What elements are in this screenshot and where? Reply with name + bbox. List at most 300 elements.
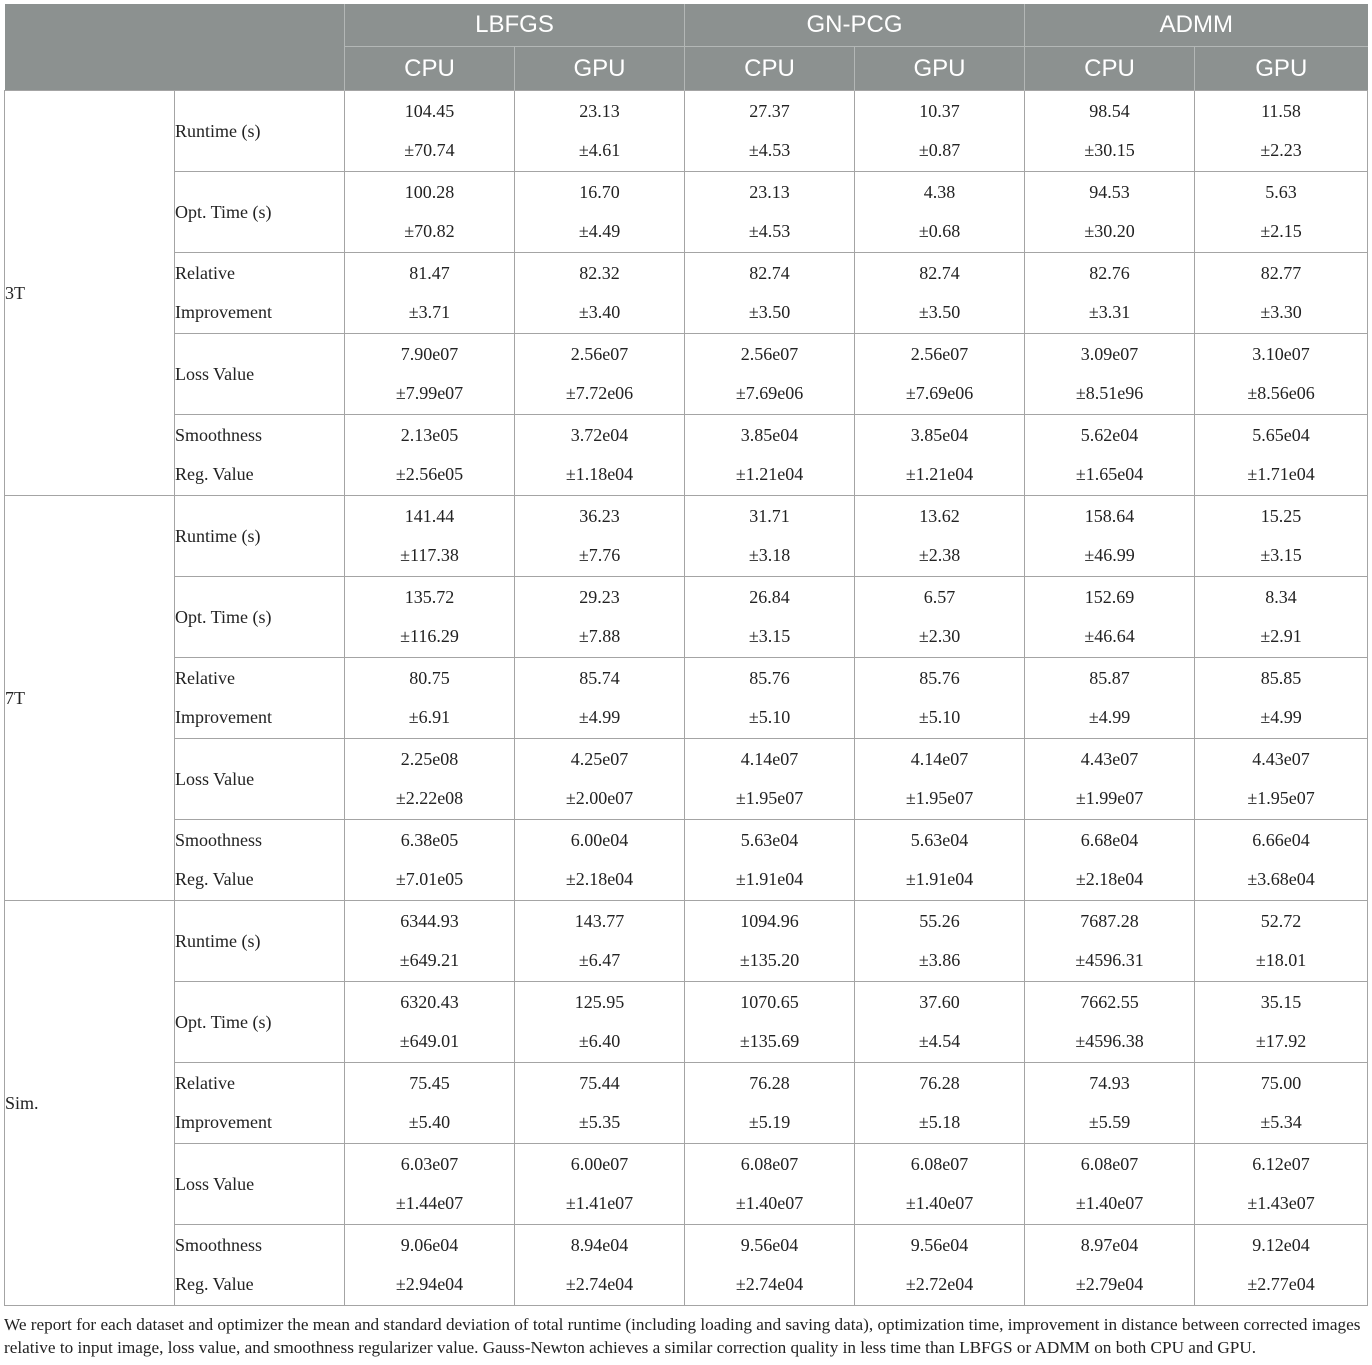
value-cell — [685, 1225, 855, 1306]
mean-value: 6.08e07 — [1080, 1154, 1139, 1174]
value-cell — [515, 415, 685, 496]
std-value: ±2.79e04 — [1075, 1274, 1144, 1294]
value-cell — [1025, 1063, 1195, 1144]
value-cell — [345, 1063, 515, 1144]
metric-label — [175, 739, 345, 820]
value-cell — [1025, 415, 1195, 496]
metric-label — [175, 982, 345, 1063]
mean-value: 6.08e07 — [740, 1154, 799, 1174]
std-value: ±3.40 — [578, 302, 621, 322]
value-cell — [345, 739, 515, 820]
header-corner — [5, 4, 345, 47]
std-value: ±8.56e06 — [1247, 383, 1315, 403]
mean-value: 100.28 — [404, 182, 455, 202]
mean-value: 10.37 — [919, 101, 960, 121]
std-value: ±2.94e04 — [395, 1274, 464, 1294]
std-value: ±5.35 — [578, 1112, 621, 1132]
std-value: ±1.40e07 — [1075, 1193, 1144, 1213]
value-cell — [1025, 253, 1195, 334]
std-value: ±2.22e08 — [395, 788, 464, 808]
metric-label — [175, 577, 345, 658]
value-cell — [345, 91, 515, 172]
mean-value: 4.43e07 — [1080, 749, 1139, 769]
mean-value: 6.00e07 — [570, 1154, 629, 1174]
metric-label — [175, 1063, 345, 1144]
std-value: ±6.47 — [578, 950, 621, 970]
table-row — [5, 1063, 1368, 1144]
mean-value: 85.74 — [579, 668, 620, 688]
value-cell — [515, 1063, 685, 1144]
metric-label — [175, 253, 345, 334]
std-value: ±5.40 — [408, 1112, 451, 1132]
mean-value: 35.15 — [1260, 992, 1302, 1012]
mean-value: 80.75 — [409, 668, 450, 688]
std-value: ±1.95e07 — [905, 788, 974, 808]
std-value: ±1.91e04 — [735, 869, 804, 889]
header-lbfgs: LBFGS — [345, 4, 685, 47]
mean-value: 3.09e07 — [1080, 344, 1139, 364]
value-cell — [515, 1225, 685, 1306]
mean-value: 4.38 — [923, 182, 956, 202]
mean-value: 5.63e04 — [910, 830, 969, 850]
std-value: ±5.10 — [918, 707, 961, 727]
table-row — [5, 739, 1368, 820]
std-value: ±3.30 — [1260, 302, 1302, 322]
table-row — [5, 901, 1368, 982]
value-cell — [855, 172, 1025, 253]
value-cell — [1025, 172, 1195, 253]
metric-label-line1: Relative — [175, 263, 235, 283]
mean-value: 9.06e04 — [400, 1235, 459, 1255]
mean-value: 8.94e04 — [570, 1235, 629, 1255]
value-cell — [855, 496, 1025, 577]
value-cell — [855, 91, 1025, 172]
mean-value: 9.12e04 — [1252, 1235, 1310, 1255]
value-cell — [855, 1144, 1025, 1225]
value-cell — [685, 577, 855, 658]
mean-value: 1070.65 — [740, 992, 799, 1012]
mean-value: 23.13 — [749, 182, 790, 202]
std-value: ±135.20 — [739, 950, 800, 970]
value-cell — [1025, 739, 1195, 820]
value-cell — [855, 334, 1025, 415]
header-device: GPU — [1195, 47, 1368, 91]
value-cell — [855, 1225, 1025, 1306]
std-value: ±6.91 — [408, 707, 451, 727]
value-cell — [685, 901, 855, 982]
value-cell — [685, 415, 855, 496]
value-cell — [1195, 820, 1368, 901]
mean-value: 6.03e07 — [400, 1154, 459, 1174]
mean-value: 3.85e04 — [740, 425, 799, 445]
std-value: ±3.68e04 — [1247, 869, 1315, 889]
mean-value: 6.38e05 — [400, 830, 459, 850]
std-value: ±5.18 — [918, 1112, 961, 1132]
table-row — [5, 334, 1368, 415]
mean-value: 75.00 — [1260, 1073, 1302, 1093]
value-cell — [1195, 253, 1368, 334]
value-cell — [1195, 415, 1368, 496]
value-cell — [515, 91, 685, 172]
value-cell — [345, 496, 515, 577]
metric-label-line1: Relative — [175, 1073, 235, 1093]
value-cell — [855, 820, 1025, 901]
value-cell — [515, 1144, 685, 1225]
value-cell — [515, 982, 685, 1063]
std-value: ±4.99 — [1260, 707, 1302, 727]
metric-label — [175, 415, 345, 496]
std-value: ±3.50 — [748, 302, 791, 322]
mean-value: 135.72 — [404, 587, 455, 607]
header-device: CPU — [1025, 47, 1195, 91]
dataset-label: Sim. — [5, 901, 175, 1306]
value-cell — [685, 172, 855, 253]
metric-label-line1: Relative — [175, 668, 235, 688]
std-value: ±1.91e04 — [905, 869, 974, 889]
std-value: ±4.54 — [918, 1031, 961, 1051]
value-cell — [855, 739, 1025, 820]
mean-value: 8.97e04 — [1080, 1235, 1139, 1255]
mean-value: 141.44 — [404, 506, 455, 526]
std-value: ±1.71e04 — [1247, 464, 1315, 484]
value-cell — [855, 901, 1025, 982]
mean-value: 4.43e07 — [1252, 749, 1310, 769]
mean-value: 15.25 — [1260, 506, 1302, 526]
table-row — [5, 1225, 1368, 1306]
metric-label-line1: Loss Value — [175, 1173, 255, 1194]
value-cell — [515, 739, 685, 820]
mean-value: 9.56e04 — [910, 1235, 969, 1255]
std-value: ±2.15 — [1260, 221, 1302, 241]
metric-label-line2: Improvement — [175, 302, 272, 322]
std-value: ±3.31 — [1088, 302, 1131, 322]
value-cell — [345, 982, 515, 1063]
std-value: ±1.41e07 — [565, 1193, 634, 1213]
value-cell — [685, 1144, 855, 1225]
value-cell — [1195, 1225, 1368, 1306]
value-cell — [515, 253, 685, 334]
std-value: ±30.20 — [1084, 221, 1135, 241]
mean-value: 85.87 — [1089, 668, 1130, 688]
value-cell — [515, 658, 685, 739]
table-row — [5, 496, 1368, 577]
header-device: CPU — [685, 47, 855, 91]
std-value: ±4.53 — [748, 221, 791, 241]
value-cell — [685, 820, 855, 901]
table-caption: We report for each dataset and optimizer the mean and standard deviation of total runtime (including loading and saving data), optimization time, improvement in distance between corrected images relative to input image, loss value, and smoothness regularizer value. Gauss-Newton achieves a similar correction quality in less time than LBFGS or ADMM on both CPU and GPU. — [4, 1315, 1361, 1357]
metric-label — [175, 172, 345, 253]
value-cell — [345, 172, 515, 253]
mean-value: 23.13 — [579, 101, 620, 121]
value-cell — [855, 982, 1025, 1063]
std-value: ±2.38 — [918, 545, 961, 565]
mean-value: 3.85e04 — [910, 425, 969, 445]
std-value: ±1.21e04 — [905, 464, 974, 484]
metric-label-line1: Loss Value — [175, 363, 255, 384]
value-cell — [685, 91, 855, 172]
metric-label-line1: Runtime (s) — [175, 525, 261, 546]
std-value: ±0.68 — [918, 221, 961, 241]
std-value: ±2.91 — [1260, 626, 1302, 646]
std-value: ±7.69e06 — [905, 383, 974, 403]
std-value: ±3.50 — [918, 302, 961, 322]
mean-value: 94.53 — [1089, 182, 1130, 202]
std-value: ±2.74e04 — [565, 1274, 634, 1294]
std-value: ±3.18 — [748, 545, 791, 565]
value-cell — [1025, 658, 1195, 739]
metric-label-line1: Opt. Time (s) — [175, 201, 272, 222]
metric-label-line2: Improvement — [175, 1112, 272, 1132]
value-cell — [685, 982, 855, 1063]
value-cell — [855, 658, 1025, 739]
mean-value: 74.93 — [1089, 1073, 1130, 1093]
mean-value: 7687.28 — [1080, 911, 1139, 931]
mean-value: 6.00e04 — [570, 830, 629, 850]
table-row — [5, 820, 1368, 901]
metric-label-line1: Opt. Time (s) — [175, 1011, 272, 1032]
metric-label — [175, 334, 345, 415]
value-cell — [1025, 982, 1195, 1063]
value-cell — [515, 901, 685, 982]
mean-value: 75.44 — [579, 1073, 620, 1093]
std-value: ±4.53 — [748, 140, 791, 160]
mean-value: 5.65e04 — [1252, 425, 1310, 445]
std-value: ±3.86 — [918, 950, 961, 970]
mean-value: 6320.43 — [400, 992, 459, 1012]
std-value: ±4.49 — [578, 221, 621, 241]
mean-value: 82.77 — [1260, 263, 1302, 283]
mean-value: 5.63 — [1265, 182, 1297, 202]
value-cell — [685, 658, 855, 739]
table-row — [5, 415, 1368, 496]
std-value: ±1.43e07 — [1247, 1193, 1315, 1213]
value-cell — [1195, 172, 1368, 253]
dataset-label: 3T — [5, 91, 175, 496]
value-cell — [1195, 496, 1368, 577]
value-cell — [855, 253, 1025, 334]
mean-value: 52.72 — [1260, 911, 1302, 931]
mean-value: 76.28 — [749, 1073, 790, 1093]
mean-value: 6.57 — [923, 587, 956, 607]
value-cell — [1025, 496, 1195, 577]
std-value: ±7.76 — [578, 545, 621, 565]
value-cell — [515, 577, 685, 658]
mean-value: 85.76 — [749, 668, 790, 688]
mean-value: 152.69 — [1084, 587, 1135, 607]
std-value: ±1.40e07 — [735, 1193, 804, 1213]
mean-value: 2.25e08 — [400, 749, 459, 769]
std-value: ±3.15 — [1260, 545, 1302, 565]
std-value: ±4.99 — [578, 707, 621, 727]
value-cell — [685, 496, 855, 577]
mean-value: 16.70 — [579, 182, 620, 202]
metric-label — [175, 658, 345, 739]
std-value: ±4.61 — [578, 140, 621, 160]
metric-label-line1: Runtime (s) — [175, 120, 261, 141]
metric-label-line2: Improvement — [175, 707, 272, 727]
mean-value: 37.60 — [919, 992, 960, 1012]
value-cell — [1195, 91, 1368, 172]
metric-label — [175, 91, 345, 172]
std-value: ±70.74 — [404, 140, 455, 160]
mean-value: 27.37 — [749, 101, 790, 121]
value-cell — [1195, 577, 1368, 658]
std-value: ±18.01 — [1255, 950, 1307, 970]
table-row — [5, 91, 1368, 172]
std-value: ±46.99 — [1084, 545, 1135, 565]
mean-value: 13.62 — [919, 506, 960, 526]
metric-label — [175, 901, 345, 982]
value-cell — [1195, 334, 1368, 415]
std-value: ±1.99e07 — [1075, 788, 1144, 808]
value-cell — [345, 577, 515, 658]
value-cell — [345, 658, 515, 739]
value-cell — [345, 1225, 515, 1306]
std-value: ±1.18e04 — [565, 464, 634, 484]
metric-label-line1: Smoothness — [175, 1235, 263, 1255]
value-cell — [685, 739, 855, 820]
metric-label-line2: Reg. Value — [175, 869, 254, 889]
metric-label-line1: Loss Value — [175, 768, 255, 789]
mean-value: 85.85 — [1260, 668, 1302, 688]
value-cell — [685, 334, 855, 415]
mean-value: 7662.55 — [1080, 992, 1139, 1012]
std-value: ±1.44e07 — [395, 1193, 464, 1213]
mean-value: 98.54 — [1089, 101, 1130, 121]
std-value: ±8.51e96 — [1075, 383, 1144, 403]
mean-value: 2.13e05 — [400, 425, 459, 445]
mean-value: 6.12e07 — [1252, 1154, 1310, 1174]
std-value: ±1.95e07 — [735, 788, 804, 808]
mean-value: 82.74 — [749, 263, 790, 283]
value-cell — [515, 820, 685, 901]
value-cell — [1025, 820, 1195, 901]
value-cell — [685, 1063, 855, 1144]
mean-value: 6.66e04 — [1252, 830, 1310, 850]
value-cell — [685, 253, 855, 334]
std-value: ±6.40 — [578, 1031, 621, 1051]
value-cell — [345, 253, 515, 334]
mean-value: 104.45 — [404, 101, 455, 121]
mean-value: 158.64 — [1084, 506, 1135, 526]
std-value: ±7.01e05 — [395, 869, 464, 889]
table-row — [5, 577, 1368, 658]
header-admm: ADMM — [1025, 4, 1368, 47]
table-row — [5, 658, 1368, 739]
value-cell — [345, 901, 515, 982]
value-cell — [1195, 658, 1368, 739]
metric-label-line2: Reg. Value — [175, 464, 254, 484]
mean-value: 1094.96 — [740, 911, 799, 931]
value-cell — [855, 1063, 1025, 1144]
metric-label-line2: Reg. Value — [175, 1274, 254, 1294]
std-value: ±46.64 — [1084, 626, 1135, 646]
mean-value: 5.62e04 — [1080, 425, 1139, 445]
mean-value: 29.23 — [579, 587, 620, 607]
value-cell — [1195, 982, 1368, 1063]
std-value: ±4596.38 — [1075, 1031, 1144, 1051]
std-value: ±2.74e04 — [735, 1274, 804, 1294]
table-row — [5, 982, 1368, 1063]
value-cell — [515, 496, 685, 577]
mean-value: 6.08e07 — [910, 1154, 969, 1174]
mean-value: 85.76 — [919, 668, 960, 688]
value-cell — [1195, 739, 1368, 820]
results-table — [4, 4, 1368, 1306]
value-cell — [345, 820, 515, 901]
value-cell — [855, 577, 1025, 658]
std-value: ±1.95e07 — [1247, 788, 1315, 808]
value-cell — [1025, 577, 1195, 658]
std-value: ±30.15 — [1084, 140, 1135, 160]
std-value: ±1.21e04 — [735, 464, 804, 484]
header-corner-lower — [5, 47, 345, 91]
mean-value: 3.72e04 — [570, 425, 629, 445]
metric-label-line1: Opt. Time (s) — [175, 606, 272, 627]
mean-value: 6344.93 — [400, 911, 459, 931]
std-value: ±1.65e04 — [1075, 464, 1144, 484]
std-value: ±649.21 — [399, 950, 460, 970]
std-value: ±7.99e07 — [395, 383, 464, 403]
mean-value: 125.95 — [574, 992, 625, 1012]
value-cell — [1195, 1063, 1368, 1144]
mean-value: 55.26 — [919, 911, 960, 931]
std-value: ±2.56e05 — [395, 464, 464, 484]
value-cell — [1025, 1144, 1195, 1225]
mean-value: 143.77 — [574, 911, 625, 931]
std-value: ±5.10 — [748, 707, 791, 727]
mean-value: 81.47 — [409, 263, 450, 283]
mean-value: 4.25e07 — [570, 749, 629, 769]
metric-label — [175, 1225, 345, 1306]
mean-value: 4.14e07 — [740, 749, 799, 769]
std-value: ±2.00e07 — [565, 788, 634, 808]
std-value: ±3.15 — [748, 626, 791, 646]
std-value: ±17.92 — [1255, 1031, 1307, 1051]
value-cell — [1025, 91, 1195, 172]
std-value: ±0.87 — [918, 140, 961, 160]
mean-value: 82.74 — [919, 263, 960, 283]
std-value: ±135.69 — [739, 1031, 800, 1051]
std-value: ±2.72e04 — [905, 1274, 974, 1294]
value-cell — [345, 415, 515, 496]
std-value: ±7.88 — [578, 626, 621, 646]
value-cell — [515, 172, 685, 253]
std-value: ±4.99 — [1088, 707, 1131, 727]
mean-value: 4.14e07 — [910, 749, 969, 769]
std-value: ±116.29 — [400, 626, 459, 646]
value-cell — [515, 334, 685, 415]
mean-value: 5.63e04 — [740, 830, 799, 850]
mean-value: 26.84 — [749, 587, 790, 607]
header-device: GPU — [515, 47, 685, 91]
mean-value: 75.45 — [409, 1073, 450, 1093]
mean-value: 6.68e04 — [1080, 830, 1139, 850]
std-value: ±2.30 — [918, 626, 961, 646]
metric-label — [175, 496, 345, 577]
metric-label — [175, 820, 345, 901]
mean-value: 2.56e07 — [570, 344, 629, 364]
std-value: ±2.18e04 — [565, 869, 634, 889]
mean-value: 36.23 — [579, 506, 620, 526]
table-body — [5, 91, 1368, 1306]
mean-value: 3.10e07 — [1252, 344, 1310, 364]
std-value: ±2.18e04 — [1075, 869, 1144, 889]
value-cell — [1195, 901, 1368, 982]
std-value: ±1.40e07 — [905, 1193, 974, 1213]
metric-label-line1: Smoothness — [175, 425, 263, 445]
mean-value: 31.71 — [749, 506, 790, 526]
